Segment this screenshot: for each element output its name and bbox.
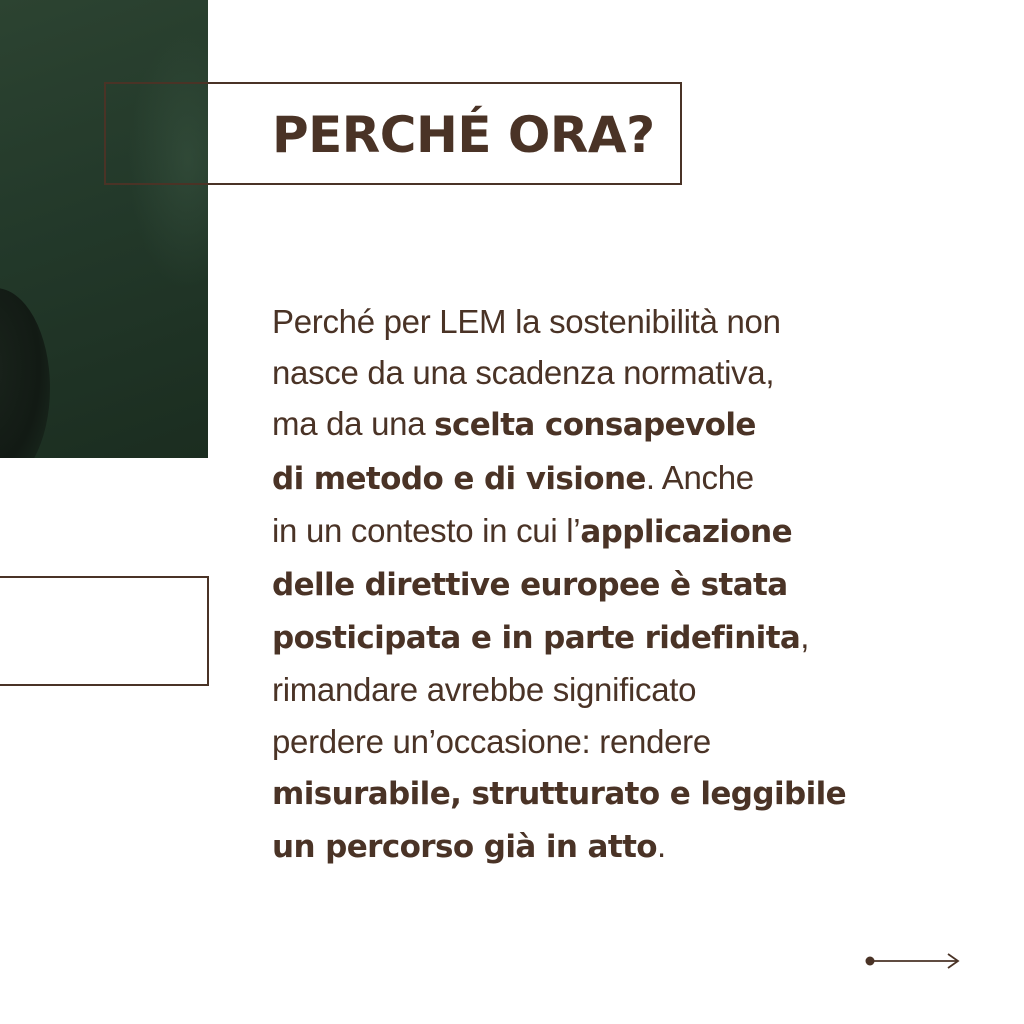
body-line bbox=[272, 505, 912, 558]
body-line bbox=[272, 398, 912, 451]
body-line bbox=[272, 452, 912, 505]
emphasis-text: misurabile, strutturato e leggibile bbox=[272, 775, 847, 812]
body-line bbox=[272, 716, 912, 767]
decorative-frame bbox=[0, 576, 209, 686]
photo-panel bbox=[0, 0, 208, 458]
body-line bbox=[272, 664, 912, 715]
body-text-segment: perdere un’occasione: rendere bbox=[272, 722, 711, 760]
emphasis-text: un percorso già in atto bbox=[272, 829, 658, 866]
body-text-segment: . bbox=[657, 827, 666, 865]
body-text-segment: Perché per LEM la sostenibilità non bbox=[272, 303, 781, 340]
body-line bbox=[272, 296, 912, 347]
body-text-segment: nasce da una scadenza normativa, bbox=[272, 354, 775, 392]
body-line bbox=[272, 767, 912, 820]
body-text-segment: , bbox=[800, 618, 810, 656]
emphasis-text: di metodo e di visione bbox=[272, 460, 646, 497]
body-line bbox=[272, 611, 912, 664]
emphasis-text: posticipata e in parte ridefinita bbox=[272, 620, 801, 657]
body-paragraph bbox=[272, 296, 912, 873]
arrow-right-icon[interactable] bbox=[862, 950, 962, 972]
page-title: PERCHÉ ORA? bbox=[272, 106, 655, 164]
emphasis-text: applicazione bbox=[580, 513, 793, 550]
emphasis-text: scelta consapevole bbox=[434, 407, 756, 444]
body-line bbox=[272, 820, 912, 873]
body-text-segment: rimandare avrebbe significato bbox=[272, 671, 697, 709]
body-line bbox=[272, 347, 912, 398]
body-text-segment: in un contesto in cui l’ bbox=[272, 511, 581, 549]
emphasis-text: delle direttive europee è stata bbox=[272, 567, 788, 604]
body-line bbox=[272, 558, 912, 611]
body-text-segment: . Anche bbox=[645, 458, 754, 496]
body-text-segment: ma da una bbox=[272, 405, 435, 443]
